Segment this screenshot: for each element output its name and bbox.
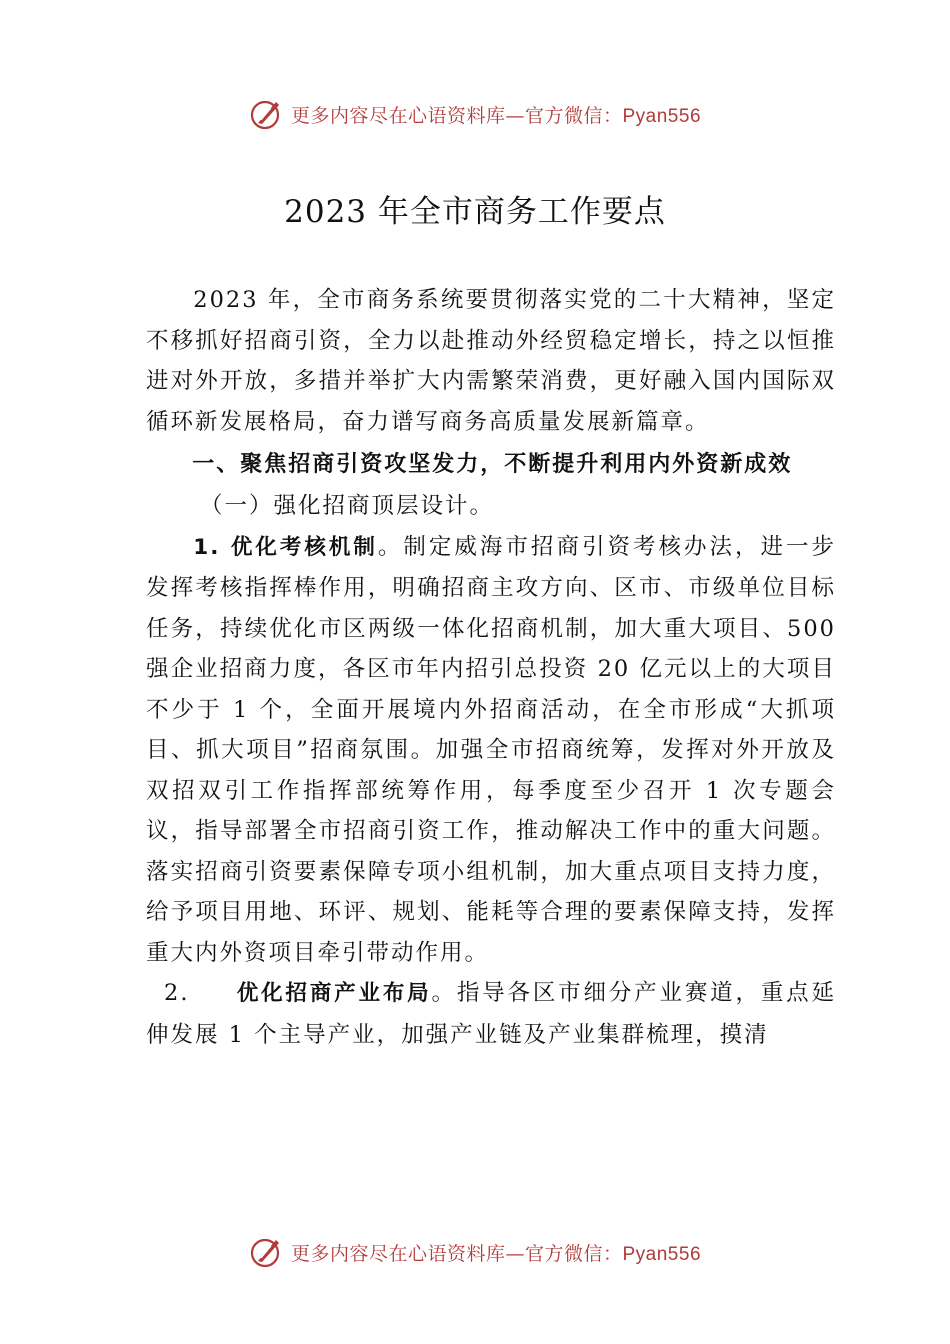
subsection-heading: （一）强化招商顶层设计。 xyxy=(200,493,495,519)
watermark-footer xyxy=(0,1232,950,1272)
item-1-body: 。制定威海市招商引资考核办法，进一步发挥考核指挥棒作用，明确招商主攻方向、区市、市级单位目标任务，持续优化市区两级一体化招商机制，加大重大项目、500 强企业招商力度，各区市年内招引总投资 20 亿元以上的大项目不少于 1 个，全面开展境内外招商活动，在全市形成“大抓项目、抓大项目”招商氛围。加强全市招商统筹，发挥对外开放及双招双引工作指挥部统筹作用，每季度至少召开 1 次专题会议，指导部署全市招商引资工作，推动解决工作中的重大问题。落实招商引资要素保障专项小组机制，加大重点项目支持力度，给予项目用地、环评、规划、能耗等合理的要素保障支持，发挥重大内外资项目牵引带动作用。 xyxy=(146,533,836,966)
watermark-text: 更多内容尽在心语资料库—官方微信：Pyan556 xyxy=(290,1242,702,1265)
quill-circle-icon xyxy=(249,96,285,132)
section-heading: 一、聚焦招商引资攻坚发力，不断提升利用内外资新成效 xyxy=(192,452,793,477)
item-2-number: 2. xyxy=(164,980,190,1006)
item-1-paragraph xyxy=(146,527,836,974)
item-2-lead: 优化招商产业布局 xyxy=(236,981,432,1006)
intro-paragraph: 2023 年，全市商务系统要贯彻落实党的二十大精神，坚定不移抓好招商引资，全力以赴推动外经贸稳定增长，持之以恒推进对外开放，多措并举扩大内需繁荣消费，更好融入国内国际双循环新发展格局，奋力谱写商务高质量发展新篇章。 xyxy=(146,287,836,435)
quill-circle-icon xyxy=(249,1234,285,1270)
watermark-header xyxy=(0,94,950,134)
document-body xyxy=(146,280,836,1055)
watermark-wechat-id: Pyan556 xyxy=(622,1243,702,1265)
item-2-body: 。指导各区市细分产业赛道，重点延伸发展 1 个主导产业，加强产业链及产业集群梳理，摸清 xyxy=(146,980,836,1048)
watermark-wechat-id: Pyan556 xyxy=(622,105,702,127)
item-1-lead: 1. 优化考核机制 xyxy=(193,534,378,560)
item-2-paragraph xyxy=(146,973,836,1055)
document-title: 2023 年全市商务工作要点 xyxy=(284,194,666,230)
watermark-text: 更多内容尽在心语资料库—官方微信：Pyan556 xyxy=(290,104,702,127)
